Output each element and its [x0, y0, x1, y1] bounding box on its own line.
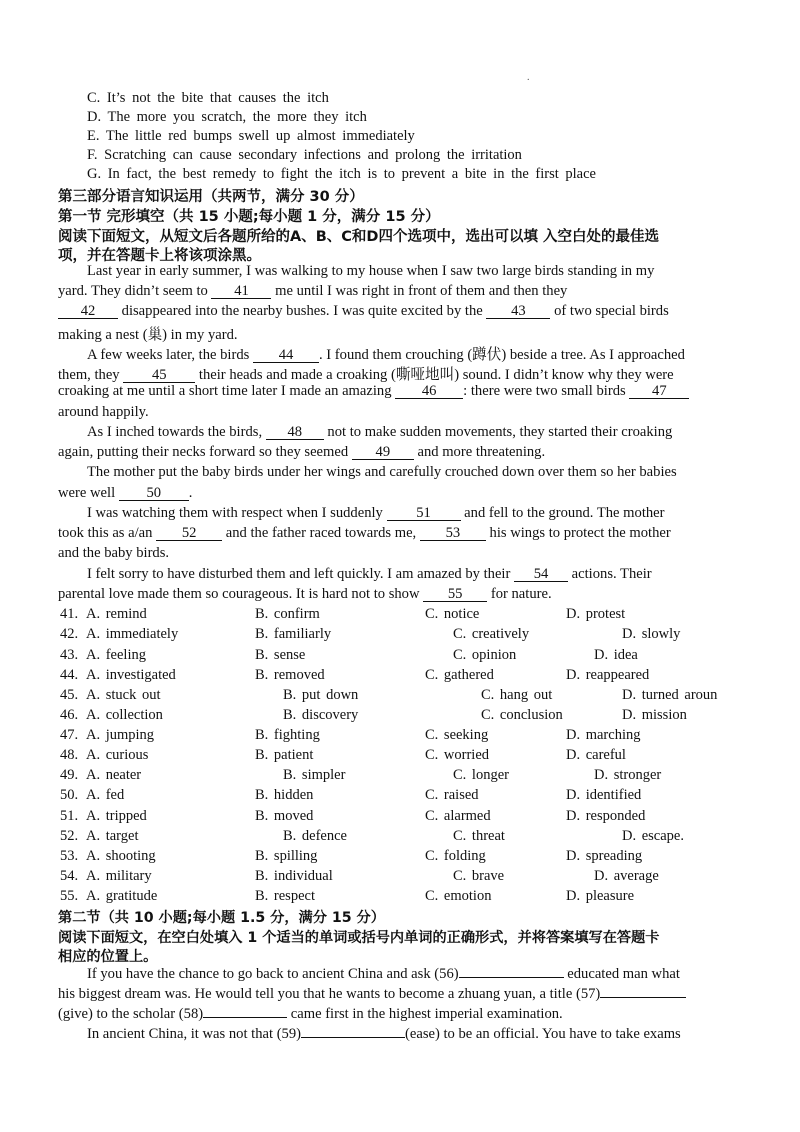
q48-option-b: B. patient [255, 747, 314, 763]
q42-option-d: D. slowly [622, 626, 681, 642]
section2-title: 第二节（共 10 小题;每小题 1.5 分，满分 15 分） [58, 910, 385, 926]
stray-mark: . [527, 72, 530, 83]
q45-option-d: D. turned aroun [622, 687, 718, 703]
blank-47: 47 [629, 384, 689, 399]
q42-option-c: C. creatively [453, 626, 530, 642]
passage-p6-line1 [87, 566, 652, 583]
option-f: F. Scratching can cause secondary infections and prolong the irritation [87, 147, 522, 163]
section2-instruction-line2: 相应的位置上。 [58, 949, 158, 965]
passage-p3-line2 [58, 444, 545, 461]
q51-option-c: C. alarmed [425, 808, 491, 824]
blank-57 [600, 997, 686, 998]
text-segment: came first in the highest imperial examination. [290, 1006, 563, 1022]
passage-p6-line2 [58, 586, 552, 603]
blank-59-number: (59) [276, 1026, 302, 1042]
q41-option-d: D. protest [566, 606, 626, 622]
text-segment: If you have the chance to go back to ancient China and ask [87, 966, 431, 982]
passage-p2-line2 [58, 363, 674, 384]
blank-58 [203, 1017, 287, 1018]
passage-p2-line3 [58, 383, 689, 400]
q45-number: 45. [60, 687, 79, 703]
q44-option-b: B. removed [255, 667, 325, 683]
q55-option-c: C. emotion [425, 888, 492, 904]
q50-number: 50. [60, 787, 79, 803]
blank-44: 44 [253, 348, 319, 363]
q50-option-a: A. fed [86, 787, 125, 803]
q52-option-b: B. defence [283, 828, 347, 844]
q51-option-a: A. tripped [86, 808, 147, 824]
q45-option-b: B. put down [283, 687, 359, 703]
blank-43: 43 [486, 304, 550, 319]
section1-title: 第一节 完形填空（共 15 小题;每小题 1 分，满分 15 分） [58, 209, 440, 225]
passage-p2-line4: around happily. [58, 404, 149, 420]
q47-option-b: B. fighting [255, 727, 320, 743]
passage-p4-line2 [58, 485, 192, 502]
passage-p1-line4: making a nest (巢) in my yard. [58, 327, 238, 343]
q41-option-b: B. confirm [255, 606, 320, 622]
s2-line2 [58, 986, 686, 1003]
text-segment: and the father raced towards me, [225, 525, 417, 541]
q43-number: 43. [60, 647, 79, 663]
q55-option-b: B. respect [255, 888, 315, 904]
q55-option-d: D. pleasure [566, 888, 635, 904]
text-segment: parental love made them so courageous. It is hard not to show [58, 586, 420, 602]
text-segment: them, they [58, 367, 120, 383]
q52-option-a: A. target [86, 828, 139, 844]
passage-p2-line1 [87, 343, 685, 364]
q48-option-a: A. curious [86, 747, 149, 763]
q55-number: 55. [60, 888, 79, 904]
passage-p4-line1: The mother put the baby birds under her wings and carefully crouched down over them so her babies [87, 464, 677, 480]
text-segment: In ancient China, it was not that [87, 1026, 274, 1042]
q47-option-c: C. seeking [425, 727, 489, 743]
q44-option-c: C. gathered [425, 667, 494, 683]
passage-p5-line1 [87, 505, 665, 522]
text-segment: his wings to protect the mother [489, 525, 671, 541]
q41-number: 41. [60, 606, 79, 622]
q53-option-c: C. folding [425, 848, 486, 864]
s2-line1 [87, 966, 680, 983]
section1-instruction-line1: 阅读下面短文，从短文后各题所给的A、B、C和D四个选项中，选出可以填 入空白处的最佳选 [58, 229, 659, 245]
option-c: C. It’s not the bite that causes the itch [87, 90, 329, 106]
text-segment: I felt sorry to have disturbed them and left quickly. I am amazed by their [87, 566, 511, 582]
text-segment: . [188, 485, 193, 501]
section1-instruction-line2: 项，并在答题卡上将该项涂黑。 [58, 248, 261, 264]
text-segment: his biggest dream was. He would tell you that he wants to become a zhuang yuan, a title [58, 986, 573, 1002]
q51-option-d: D. responded [566, 808, 646, 824]
q47-option-a: A. jumping [86, 727, 155, 743]
text-segment: (ease) to be an official. You have to take exams [405, 1026, 681, 1042]
text-segment: took this as a/an [58, 525, 153, 541]
q46-option-c: C. conclusion [481, 707, 563, 723]
passage-p5-line2 [58, 525, 671, 542]
passage-p5-line3: and the baby birds. [58, 545, 170, 561]
q42-number: 42. [60, 626, 79, 642]
q44-option-d: D. reappeared [566, 667, 650, 683]
q43-option-c: C. opinion [453, 647, 517, 663]
passage-p1-line2 [58, 283, 567, 300]
text-segment: I was watching them with respect when I suddenly [87, 505, 383, 521]
q51-number: 51. [60, 808, 79, 824]
q46-number: 46. [60, 707, 79, 723]
text-segment: again, putting their necks forward so they seemed [58, 444, 349, 460]
q55-option-a: A. gratitude [86, 888, 158, 904]
text-segment: As I inched towards the birds, [87, 424, 263, 440]
text-segment: : there were two small birds [463, 383, 626, 399]
q48-option-c: C. worried [425, 747, 490, 763]
text-segment: their heads and made a croaking (嘶哑地叫) sound. I didn’t know why they were [198, 367, 674, 383]
q53-option-d: D. spreading [566, 848, 643, 864]
q42-option-b: B. familiarly [255, 626, 332, 642]
q52-option-d: D. escape. [622, 828, 684, 844]
q41-option-a: A. remind [86, 606, 147, 622]
q53-option-a: A. shooting [86, 848, 156, 864]
q53-number: 53. [60, 848, 79, 864]
text-segment: and fell to the ground. The mother [464, 505, 665, 521]
text-segment: A few weeks later, the birds [87, 347, 250, 363]
q43-option-a: A. feeling [86, 647, 146, 663]
q43-option-b: B. sense [255, 647, 306, 663]
text-segment: actions. Their [571, 566, 652, 582]
q47-number: 47. [60, 727, 79, 743]
text-segment: and more threatening. [417, 444, 546, 460]
q50-option-c: C. raised [425, 787, 479, 803]
blank-59 [301, 1037, 405, 1038]
blank-56-number: (56) [434, 966, 459, 982]
blank-57-number: (57) [575, 986, 601, 1002]
option-g: G. In fact, the best remedy to fight the itch is to prevent a bite in the first place [87, 166, 596, 182]
blank-41: 41 [211, 284, 271, 299]
q49-option-b: B. simpler [283, 767, 346, 783]
q52-number: 52. [60, 828, 79, 844]
option-e: E. The little red bumps swell up almost immediately [87, 128, 415, 144]
blank-45: 45 [123, 368, 195, 383]
q54-option-b: B. individual [255, 868, 333, 884]
q52-option-c: C. threat [453, 828, 505, 844]
q42-option-a: A. immediately [86, 626, 179, 642]
s2-line3 [58, 1006, 563, 1023]
passage-p1-line3 [58, 303, 669, 320]
text-segment: were well [58, 485, 116, 501]
text-segment: croaking at me until a short time later I made an amazing [58, 383, 392, 399]
blank-53: 53 [420, 526, 486, 541]
q54-option-c: C. brave [453, 868, 505, 884]
part3-title: 第三部分语言知识运用（共两节，满分 30 分） [58, 189, 364, 205]
text-segment: yard. They didn’t seem to [58, 283, 208, 299]
q46-option-d: D. mission [622, 707, 687, 723]
q50-option-d: D. identified [566, 787, 642, 803]
blank-51: 51 [387, 506, 461, 521]
passage-p1-line1: Last year in early summer, I was walking to my house when I saw two large birds standing in my [87, 263, 655, 279]
q45-option-c: C. hang out [481, 687, 553, 703]
text-segment: (give) to the scholar [58, 1006, 176, 1022]
blank-50: 50 [119, 486, 189, 501]
q45-option-a: A. stuck out [86, 687, 161, 703]
text-segment: for nature. [490, 586, 552, 602]
text-segment: of two special birds [554, 303, 669, 319]
blank-56 [459, 977, 564, 978]
blank-58-number: (58) [178, 1006, 204, 1022]
q54-option-d: D. average [594, 868, 659, 884]
text-segment: me until I was right in front of them and then they [275, 283, 568, 299]
q49-number: 49. [60, 767, 79, 783]
q44-option-a: A. investigated [86, 667, 176, 683]
blank-55: 55 [423, 587, 487, 602]
q48-number: 48. [60, 747, 79, 763]
text-segment: . I found them crouching (蹲伏) beside a tree. As I approached [318, 347, 685, 363]
section2-instruction-line1: 阅读下面短文，在空白处填入 1 个适当的单词或括号内单词的正确形式，并将答案填写在答题卡 [58, 930, 660, 946]
blank-48: 48 [266, 425, 324, 440]
option-d: D. The more you scratch, the more they itch [87, 109, 367, 125]
q54-number: 54. [60, 868, 79, 884]
q49-option-a: A. neater [86, 767, 142, 783]
q49-option-d: D. stronger [594, 767, 662, 783]
blank-49: 49 [352, 445, 414, 460]
passage-p3-line1 [87, 424, 672, 441]
q47-option-d: D. marching [566, 727, 641, 743]
q43-option-d: D. idea [594, 647, 638, 663]
blank-42: 42 [58, 304, 118, 319]
blank-52: 52 [156, 526, 222, 541]
q41-option-c: C. notice [425, 606, 480, 622]
q46-option-a: A. collection [86, 707, 163, 723]
text-segment: educated man what [567, 966, 680, 982]
q51-option-b: B. moved [255, 808, 314, 824]
q53-option-b: B. spilling [255, 848, 318, 864]
q49-option-c: C. longer [453, 767, 509, 783]
text-segment: disappeared into the nearby bushes. I was quite excited by the [121, 303, 483, 319]
text-segment: not to make sudden movements, they started their croaking [327, 424, 673, 440]
q44-number: 44. [60, 667, 79, 683]
q50-option-b: B. hidden [255, 787, 314, 803]
q48-option-d: D. careful [566, 747, 626, 763]
blank-54: 54 [514, 567, 568, 582]
blank-46: 46 [395, 384, 463, 399]
q46-option-b: B. discovery [283, 707, 359, 723]
q54-option-a: A. military [86, 868, 152, 884]
s2-line4 [87, 1026, 681, 1043]
